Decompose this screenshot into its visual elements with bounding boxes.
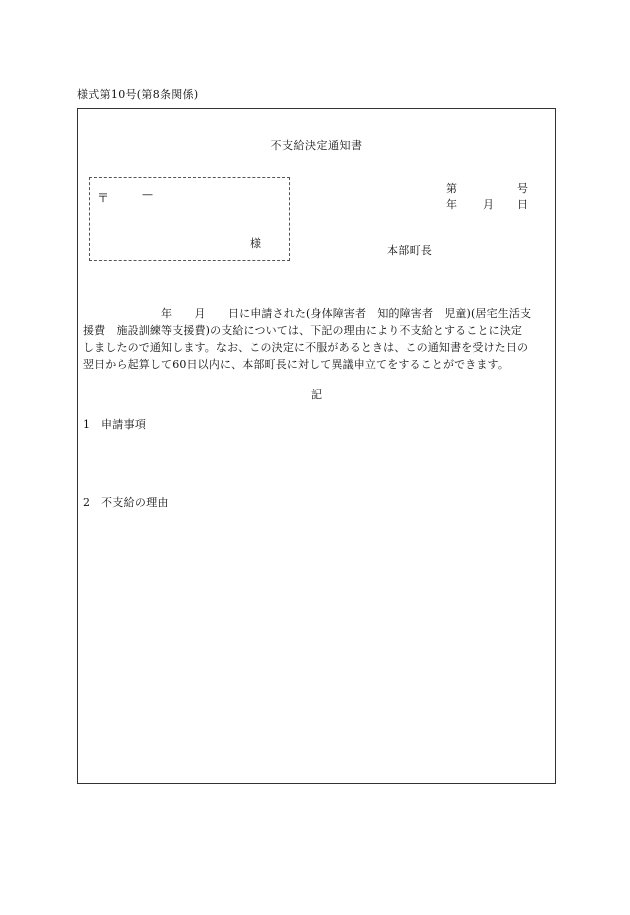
item-number: 1 [83, 418, 91, 431]
date-day-label: 日 [517, 198, 528, 211]
document-number-prefix: 第 [446, 182, 457, 195]
body-line: 翌日から起算して60日以内に、本部町長に対して異議申立てをすることができます。 [83, 358, 509, 371]
postal-mark-icon: 〒 [97, 191, 110, 205]
body-line: しましたので通知します。なお、この決定に不服があるときは、この通知書を受けた日の [83, 341, 529, 354]
item-label: 申請事項 [101, 418, 147, 431]
sender-name: 本部町長 [387, 244, 433, 257]
item-application-matters [83, 416, 146, 432]
recipient-honorific: 様 [250, 237, 261, 250]
body-line: 年 月 日に申請された(身体障害者 知的障害者 児童)(居宅生活支 [83, 307, 532, 320]
item-rejection-reason [83, 494, 169, 510]
notice-frame [77, 108, 556, 784]
date-year-label: 年 [446, 198, 457, 211]
notice-body [83, 305, 553, 373]
postal-code-dash: — [142, 188, 153, 201]
document-title: 不支給決定通知書 [270, 139, 363, 152]
document-number-suffix: 号 [517, 182, 528, 195]
date-month-label: 月 [483, 198, 494, 211]
recipient-address-box [89, 177, 290, 261]
form-number-label: 様式第10号(第8条関係) [77, 88, 199, 101]
ki-heading: 記 [311, 388, 322, 401]
item-label: 不支給の理由 [101, 496, 169, 509]
item-number: 2 [83, 496, 91, 509]
body-line: 援費 施設訓練等支援費)の支給については、下記の理由により不支給とすることに決定 [83, 324, 523, 337]
